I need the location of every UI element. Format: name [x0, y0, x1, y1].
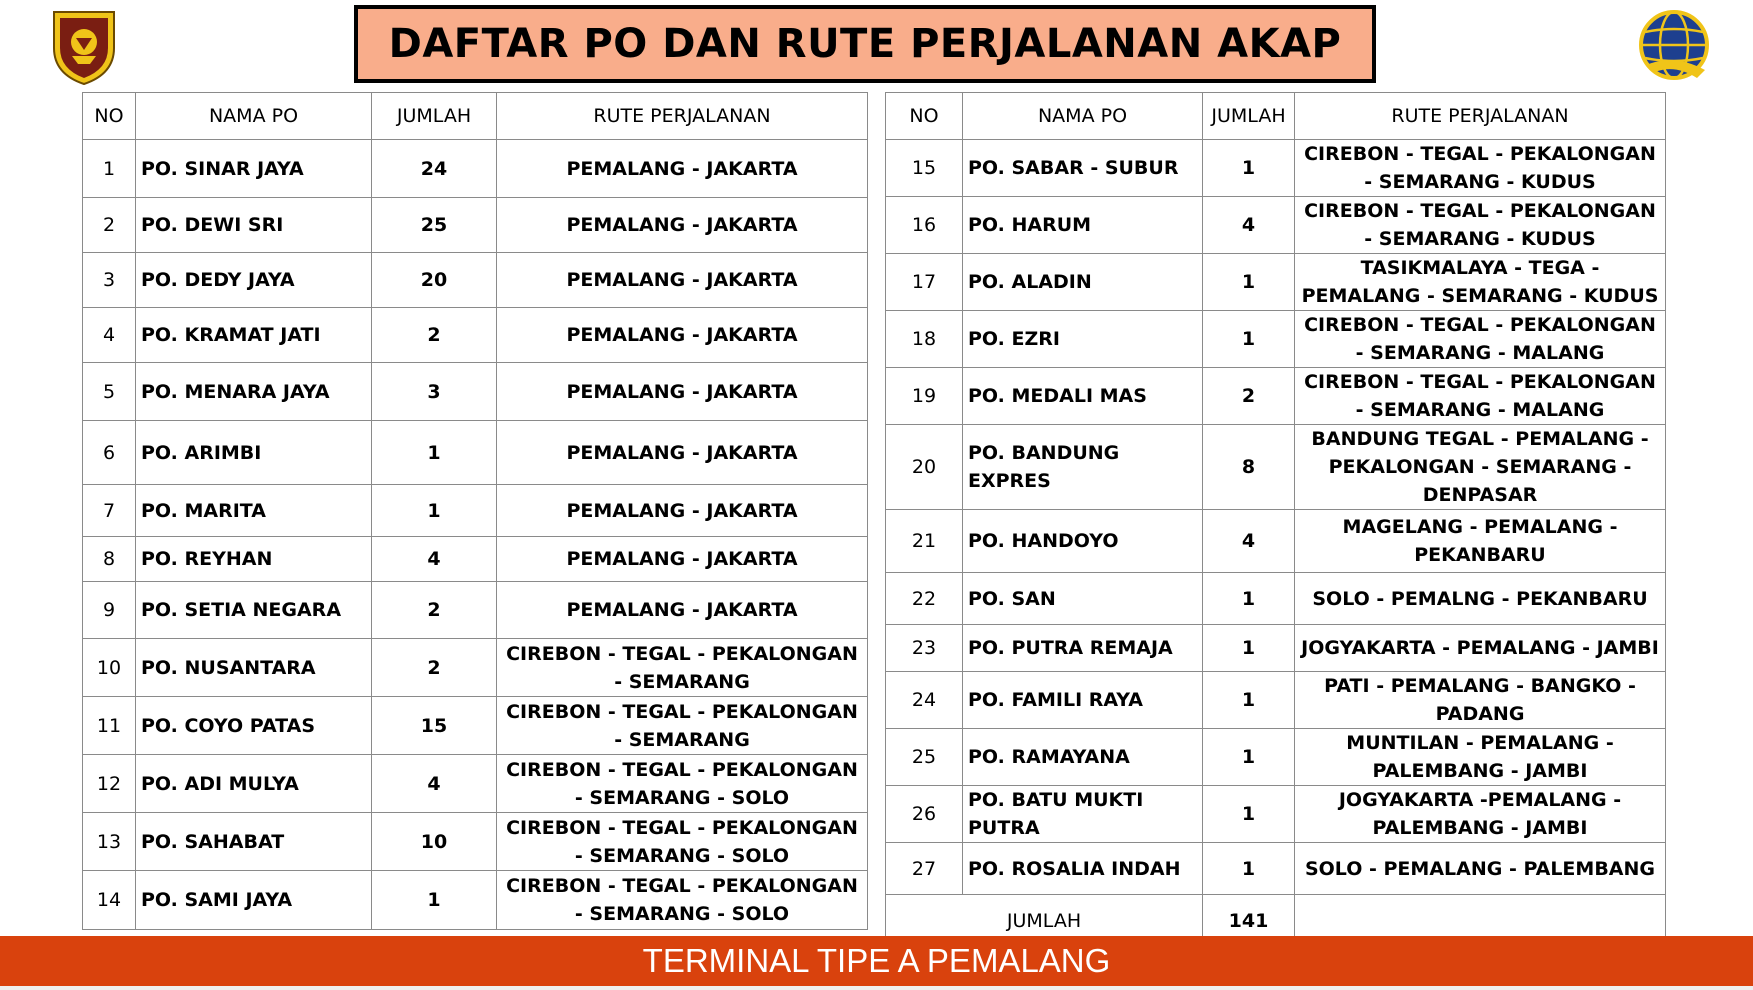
- table-row: [886, 197, 1666, 254]
- page-title-banner: [354, 5, 1376, 83]
- cell-nama-po: PO. DEWI SRI: [136, 198, 372, 253]
- dishub-shield-logo: [50, 8, 118, 86]
- cell-jumlah: 2: [372, 639, 497, 697]
- cell-jumlah: 1: [1203, 729, 1295, 786]
- cell-no: 15: [886, 140, 963, 197]
- cell-nama-po: PO. ARIMBI: [136, 421, 372, 485]
- footer-banner: [0, 936, 1753, 986]
- cell-nama-po: PO. SABAR - SUBUR: [963, 140, 1203, 197]
- cell-rute: BANDUNG TEGAL - PEMALANG - PEKALONGAN - SEMARANG - DENPASAR: [1295, 425, 1666, 510]
- cell-jumlah: 15: [372, 697, 497, 755]
- cell-nama-po: PO. PUTRA REMAJA: [963, 625, 1203, 672]
- cell-rute: PEMALANG - JAKARTA: [497, 363, 868, 421]
- cell-jumlah: 2: [372, 582, 497, 639]
- cell-jumlah: 1: [372, 871, 497, 930]
- table-row: [83, 639, 868, 697]
- cell-rute: PEMALANG - JAKARTA: [497, 421, 868, 485]
- table-row: [886, 368, 1666, 425]
- po-table-right: [885, 92, 1666, 948]
- cell-jumlah: 1: [1203, 672, 1295, 729]
- cell-no: 4: [83, 308, 136, 363]
- cell-jumlah: 2: [1203, 368, 1295, 425]
- header-jumlah: JUMLAH: [372, 93, 497, 140]
- cell-jumlah: 8: [1203, 425, 1295, 510]
- table-row: [886, 625, 1666, 672]
- bottom-divider: [0, 986, 1753, 990]
- cell-jumlah: 3: [372, 363, 497, 421]
- cell-jumlah: 1: [1203, 843, 1295, 895]
- cell-rute: SOLO - PEMALANG - PALEMBANG: [1295, 843, 1666, 895]
- cell-nama-po: PO. SAN: [963, 573, 1203, 625]
- cell-nama-po: PO. SINAR JAYA: [136, 140, 372, 198]
- table-row: [83, 253, 868, 308]
- table-header-row: [83, 93, 868, 140]
- cell-rute: SOLO - PEMALNG - PEKANBARU: [1295, 573, 1666, 625]
- cell-nama-po: PO. BATU MUKTI PUTRA: [963, 786, 1203, 843]
- cell-rute: PEMALANG - JAKARTA: [497, 198, 868, 253]
- cell-nama-po: PO. FAMILI RAYA: [963, 672, 1203, 729]
- cell-no: 6: [83, 421, 136, 485]
- header-jumlah: JUMLAH: [1203, 93, 1295, 140]
- cell-nama-po: PO. HANDOYO: [963, 510, 1203, 573]
- cell-rute: MAGELANG - PEMALANG - PEKANBARU: [1295, 510, 1666, 573]
- cell-no: 25: [886, 729, 963, 786]
- cell-rute: CIREBON - TEGAL - PEKALONGAN - SEMARANG: [497, 697, 868, 755]
- table-row: [83, 485, 868, 537]
- table-row: [886, 254, 1666, 311]
- cell-nama-po: PO. COYO PATAS: [136, 697, 372, 755]
- header-nama-po: NAMA PO: [136, 93, 372, 140]
- footer-text: TERMINAL TIPE A PEMALANG: [642, 942, 1111, 979]
- cell-jumlah: 1: [372, 485, 497, 537]
- header-nama-po: NAMA PO: [963, 93, 1203, 140]
- cell-nama-po: PO. SAHABAT: [136, 813, 372, 871]
- cell-rute: MUNTILAN - PEMALANG - PALEMBANG - JAMBI: [1295, 729, 1666, 786]
- cell-no: 17: [886, 254, 963, 311]
- cell-no: 3: [83, 253, 136, 308]
- cell-jumlah: 1: [1203, 625, 1295, 672]
- page-title: DAFTAR PO DAN RUTE PERJALANAN AKAP: [388, 21, 1342, 67]
- table-row: [83, 582, 868, 639]
- cell-nama-po: PO. ROSALIA INDAH: [963, 843, 1203, 895]
- header-no: NO: [886, 93, 963, 140]
- cell-jumlah: 25: [372, 198, 497, 253]
- cell-jumlah: 10: [372, 813, 497, 871]
- table-row: [83, 813, 868, 871]
- cell-rute: JOGYAKARTA -PEMALANG - PALEMBANG - JAMBI: [1295, 786, 1666, 843]
- cell-no: 14: [83, 871, 136, 930]
- table-row: [886, 786, 1666, 843]
- cell-jumlah: 1: [1203, 786, 1295, 843]
- cell-nama-po: PO. BANDUNG EXPRES: [963, 425, 1203, 510]
- table-row: [886, 672, 1666, 729]
- cell-nama-po: PO. MARITA: [136, 485, 372, 537]
- cell-nama-po: PO. ADI MULYA: [136, 755, 372, 813]
- table-row: [886, 510, 1666, 573]
- cell-no: 20: [886, 425, 963, 510]
- cell-nama-po: PO. DEDY JAYA: [136, 253, 372, 308]
- total-value: 141: [1203, 895, 1295, 948]
- table-header-row: [886, 93, 1666, 140]
- cell-jumlah: 4: [372, 537, 497, 582]
- cell-nama-po: PO. MENARA JAYA: [136, 363, 372, 421]
- table-row: [83, 140, 868, 198]
- table-row: [886, 140, 1666, 197]
- cell-rute: CIREBON - TEGAL - PEKALONGAN - SEMARANG - MALANG: [1295, 311, 1666, 368]
- cell-nama-po: PO. KRAMAT JATI: [136, 308, 372, 363]
- total-label: JUMLAH: [886, 895, 1203, 948]
- cell-no: 24: [886, 672, 963, 729]
- cell-no: 19: [886, 368, 963, 425]
- cell-no: 21: [886, 510, 963, 573]
- cell-rute: CIREBON - TEGAL - PEKALONGAN - SEMARANG: [497, 639, 868, 697]
- cell-rute: CIREBON - TEGAL - PEKALONGAN - SEMARANG - SOLO: [497, 813, 868, 871]
- cell-rute: CIREBON - TEGAL - PEKALONGAN - SEMARANG - MALANG: [1295, 368, 1666, 425]
- cell-nama-po: PO. ALADIN: [963, 254, 1203, 311]
- cell-no: 13: [83, 813, 136, 871]
- cell-rute: PEMALANG - JAKARTA: [497, 582, 868, 639]
- cell-rute: CIREBON - TEGAL - PEKALONGAN - SEMARANG - KUDUS: [1295, 197, 1666, 254]
- cell-jumlah: 20: [372, 253, 497, 308]
- cell-nama-po: PO. REYHAN: [136, 537, 372, 582]
- cell-nama-po: PO. RAMAYANA: [963, 729, 1203, 786]
- cell-jumlah: 2: [372, 308, 497, 363]
- cell-rute: CIREBON - TEGAL - PEKALONGAN - SEMARANG - KUDUS: [1295, 140, 1666, 197]
- cell-no: 10: [83, 639, 136, 697]
- cell-no: 22: [886, 573, 963, 625]
- cell-rute: CIREBON - TEGAL - PEKALONGAN - SEMARANG - SOLO: [497, 755, 868, 813]
- kemenhub-globe-logo: [1635, 6, 1713, 84]
- po-table-left: [82, 92, 868, 930]
- cell-jumlah: 4: [372, 755, 497, 813]
- table-row: [83, 308, 868, 363]
- table-row: [886, 729, 1666, 786]
- cell-rute: CIREBON - TEGAL - PEKALONGAN - SEMARANG - SOLO: [497, 871, 868, 930]
- cell-no: 18: [886, 311, 963, 368]
- cell-nama-po: PO. SAMI JAYA: [136, 871, 372, 930]
- cell-rute: PEMALANG - JAKARTA: [497, 253, 868, 308]
- cell-no: 11: [83, 697, 136, 755]
- cell-no: 2: [83, 198, 136, 253]
- cell-rute: PEMALANG - JAKARTA: [497, 537, 868, 582]
- cell-no: 12: [83, 755, 136, 813]
- cell-rute: PEMALANG - JAKARTA: [497, 308, 868, 363]
- cell-no: 16: [886, 197, 963, 254]
- header-no: NO: [83, 93, 136, 140]
- cell-no: 26: [886, 786, 963, 843]
- cell-no: 23: [886, 625, 963, 672]
- cell-nama-po: PO. EZRI: [963, 311, 1203, 368]
- cell-no: 1: [83, 140, 136, 198]
- cell-no: 9: [83, 582, 136, 639]
- cell-rute: PEMALANG - JAKARTA: [497, 485, 868, 537]
- table-row: [83, 755, 868, 813]
- table-row: [83, 421, 868, 485]
- table-row: [886, 843, 1666, 895]
- table-row: [83, 198, 868, 253]
- cell-no: 8: [83, 537, 136, 582]
- header-rute: RUTE PERJALANAN: [1295, 93, 1666, 140]
- cell-jumlah: 4: [1203, 510, 1295, 573]
- cell-no: 7: [83, 485, 136, 537]
- table-row: [886, 573, 1666, 625]
- table-row: [83, 363, 868, 421]
- cell-nama-po: PO. HARUM: [963, 197, 1203, 254]
- cell-nama-po: PO. NUSANTARA: [136, 639, 372, 697]
- cell-rute: TASIKMALAYA - TEGA - PEMALANG - SEMARANG - KUDUS: [1295, 254, 1666, 311]
- cell-rute: JOGYAKARTA - PEMALANG - JAMBI: [1295, 625, 1666, 672]
- cell-rute: PATI - PEMALANG - BANGKO - PADANG: [1295, 672, 1666, 729]
- cell-jumlah: 4: [1203, 197, 1295, 254]
- cell-nama-po: PO. SETIA NEGARA: [136, 582, 372, 639]
- cell-jumlah: 24: [372, 140, 497, 198]
- cell-jumlah: 1: [1203, 140, 1295, 197]
- table-row: [886, 311, 1666, 368]
- cell-no: 5: [83, 363, 136, 421]
- table-row: [83, 537, 868, 582]
- cell-jumlah: 1: [372, 421, 497, 485]
- cell-no: 27: [886, 843, 963, 895]
- table-row: [83, 697, 868, 755]
- cell-rute: PEMALANG - JAKARTA: [497, 140, 868, 198]
- cell-jumlah: 1: [1203, 254, 1295, 311]
- table-row: [886, 425, 1666, 510]
- cell-nama-po: PO. MEDALI MAS: [963, 368, 1203, 425]
- cell-jumlah: 1: [1203, 573, 1295, 625]
- header-rute: RUTE PERJALANAN: [497, 93, 868, 140]
- cell-jumlah: 1: [1203, 311, 1295, 368]
- table-row: [83, 871, 868, 930]
